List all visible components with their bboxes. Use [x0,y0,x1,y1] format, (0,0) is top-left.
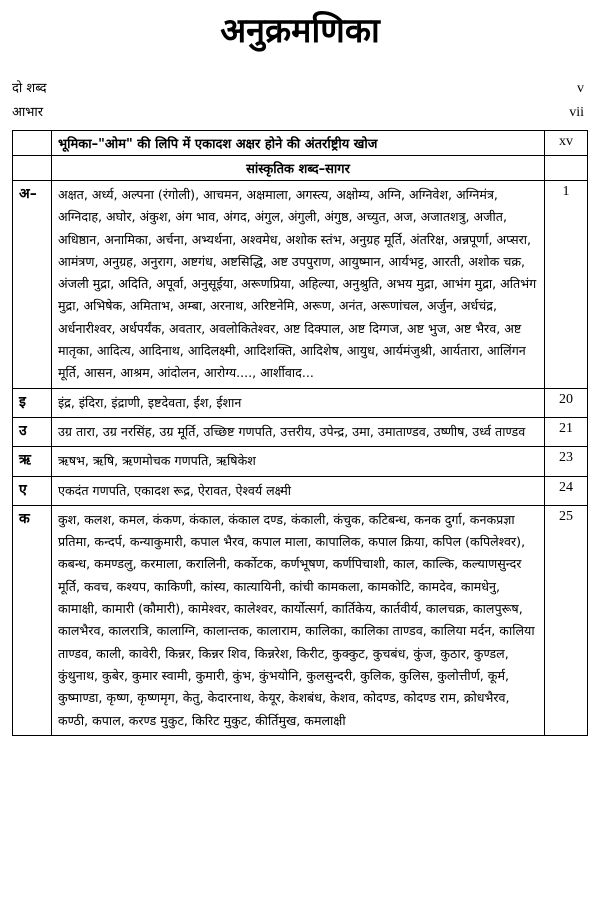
entry-text: उग्र तारा, उग्र नरसिंह, उग्र मूर्ति, उच्छिष्ट गणपति, उत्तरीय, उपेन्द्र, उमा, उमाताण्डव, उष्णीष, उर्ध्व ताण्डव [52,417,545,446]
table-row [13,417,588,446]
entry-letter: ऋ [13,447,52,476]
entry-page: 21 [545,417,588,446]
front-matter-page: vii [569,105,584,120]
front-matter-row [12,80,588,98]
front-matter-row [12,104,588,122]
entry-page: 25 [545,505,588,735]
front-matter-label: दो शब्द [12,81,47,96]
entry-page: 23 [545,447,588,476]
table-row [13,447,588,476]
entry-text: कुश, कलश, कमल, कंकण, कंकाल, कंकाल दण्ड, कंकाली, कंचुक, कटिबन्ध, कनक दुर्गा, कनकप्रज्ञा प्रतिमा, कन्दर्प, कन्याकुमारी, कपाल भैरव, कपाल माला, कापालिक, कपाल क्रिया, कपिल (कपिलेश्वर), कबन्ध, कमण्डलु, करमाला, करालिनी, कर्कोटक, कर्णभूषण, कर्णपिचाशी, काल, काल्कि, कल्याणसुन्दर मूर्ति, कवच, कश्यप, काकिणी, कांस्य, कात्यायिनी, कांची कामकला, कामकोटि, कामदेव, कामधेनु, कामाक्षी, कामारी (कौमारी), कामेश्वर, कालेश्वर, कार्योत्सर्ग, कार्तिकेय, कार्तवीर्य, कालचक्र, कालपुरूष, कालभैरव, कालरात्रि, कालाग्नि, कालान्तक, कालाराम, कालिका, कालिका ताण्डव, कालिया मर्दन, कालिया ताण्डव, काली, कावेरी, किन्नर, किन्नर शिव, किन्नरेश, किरीट, कुक्कुट, कुचबंध, कुंज, कुठार, कुण्डल, कुंथुनाथ, कुबेर, कुमार स्वामी, कुमारी, कुंभ, कुंभयोनि, कुलसुन्दरी, कुलिक, कुलिस, कुलोत्तीर्ण, कूर्म, कुष्माण्डा, कृष्ण, कृष्णमृग, केतु, केदारनाथ, केयूर, केशबंध, केशव, कोदण्ड, कोदण्ड राम, क्रोधभैरव, कण्ठी, कपाल, करण्ड मुकुट, किरिट मुकुट, कीर्तिमुख, कमलाक्षी [52,505,545,735]
entry-letter: ए [13,476,52,505]
page-cell [545,156,588,181]
entry-letter: इ [13,388,52,417]
front-matter-page: v [577,81,584,96]
table-row [13,505,588,735]
entry-text: एकदंत गणपति, एकादश रूद्र, ऐरावत, ऐश्वर्य लक्ष्मी [52,476,545,505]
section-heading-row [13,156,588,181]
toc-table [12,130,588,736]
entry-letter: उ [13,417,52,446]
entry-letter: क [13,505,52,735]
entry-text: इंद्र, इंदिरा, इंद्राणी, इष्टदेवता, ईश, ईशान [52,388,545,417]
table-row [13,388,588,417]
letter-cell [13,156,52,181]
entry-text: अक्षत, अर्ध्य, अल्पना (रंगोली), आचमन, अक्षमाला, अगस्त्य, अक्षोम्य, अग्नि, अग्निवेश, अग्निमंत्र, अग्निदाह, अघोर, अंकुश, अंग भाव, अंगद, अंगुल, अंगुली, अंगुष्ठ, अच्युत, अज, अजातशत्रु, अजीत, अधिष्ठान, अनामिका, अर्चना, अभ्यर्थना, अश्वमेध, अशोक स्तंभ, अनुग्रह मूर्ति, अंतरिक्ष, अन्नपूर्णा, अप्सरा, आमंत्रण, अनुग्रह, अनुराग, अष्टगंध, अष्टसिद्धि, अष्ट उपपुराण, आयुष्मान, आर्यभट्ट, आरती, अशोक चक्र, अंजली मुद्रा, अदिति, अपूर्वा, अनुसूईया, अरूणप्रिया, अहिल्या, अनुश्रुति, अभय मुद्रा, आभंग मुद्रा, अतिभंग मुद्रा, अभिषेक, अमिताभ, अम्बा, अरनाथ, अरिष्टनेमि, अरूण, अनंत, अरूणांचल, अर्जुन, अर्धचंद्र, अर्धनारीश्वर, अर्धपर्यंक, अवतार, अवलोकितेश्वर, अष्ट दिक्पाल, अष्ट दिग्गज, अष्ट भुज, अष्ट भैरव, अष्ट मातृका, आदित्य, आदिनाथ, आदिलक्ष्मी, आदिशक्ति, आदिशेष, आयुध, आर्यमंजुश्री, आर्यतारा, आलिंगन मूर्ति, आसन, आश्रम, आंदोलन, आरोग्य...., आर्शीवाद... [52,181,545,389]
table-row [13,476,588,505]
entry-page: 20 [545,388,588,417]
letter-cell [13,131,52,156]
entry-text: ऋषभ, ऋषि, ऋणमोचक गणपति, ऋषिकेश [52,447,545,476]
front-matter-label: आभार [12,105,44,120]
intro-row [13,131,588,156]
intro-title: भूमिका–"ओम" की लिपि में एकादश अक्षर होने की अंतर्राष्ट्रीय खोज [52,131,545,156]
entry-page: 24 [545,476,588,505]
page-title: अनुक्रमणिका [220,11,380,51]
entry-letter: अ– [13,181,52,389]
section-heading: सांस्कृतिक शब्द–सागर [52,156,545,181]
table-row [13,181,588,389]
entry-page: 1 [545,181,588,389]
intro-page: xv [545,131,588,156]
